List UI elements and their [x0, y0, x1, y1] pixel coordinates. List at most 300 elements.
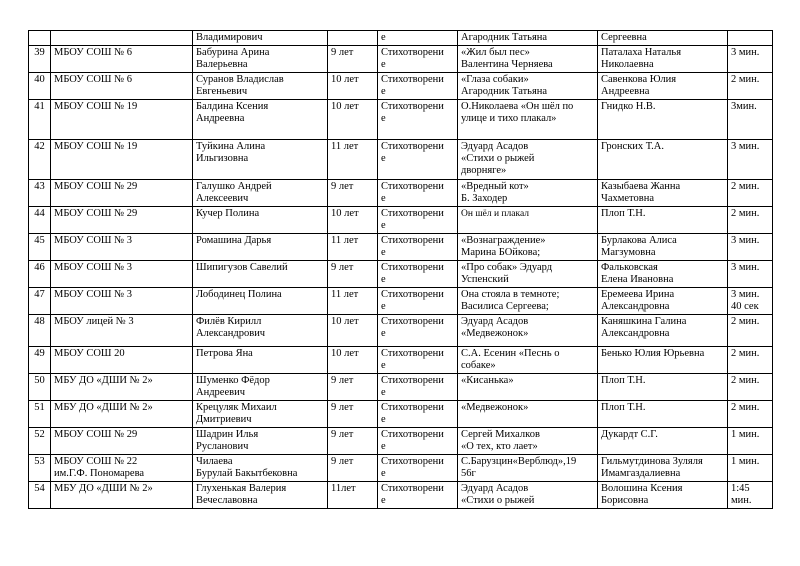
- cell-participant-name-line: Бабурина Арина: [196, 47, 270, 58]
- cell-genre: [378, 455, 458, 482]
- table-row: [29, 100, 773, 140]
- cell-work-line: Эдуард Асадов: [461, 483, 529, 494]
- cell-duration-line: 3 мин.: [731, 289, 760, 300]
- cell-participant-name-line: Андреевич: [196, 387, 245, 398]
- cell-genre-line: е: [381, 86, 386, 97]
- cell-participant-name: [193, 100, 328, 140]
- cell-teacher-line: Магзумовна: [601, 247, 656, 258]
- cell-age: 9 лет: [328, 261, 378, 288]
- cell-work: [458, 46, 598, 73]
- cell-duration-line: 40 сек: [731, 301, 759, 312]
- cell-duration: [728, 347, 773, 374]
- cell-work-line: С.А. Есенин «Песнь о: [461, 348, 560, 359]
- cell-genre-line: Стихотворени: [381, 456, 444, 467]
- cell-duration: [728, 31, 773, 46]
- cell-participant-name: [193, 261, 328, 288]
- cell-participant-name-line: Петрова Яна: [196, 348, 253, 359]
- cell-participant-name-line: Крецуляк Михаил: [196, 402, 277, 413]
- cell-work: [458, 234, 598, 261]
- cell-work-line: Он шёл и плакал: [461, 209, 529, 219]
- cell-work: [458, 261, 598, 288]
- cell-number: 46: [29, 261, 51, 288]
- table-row: [29, 31, 773, 46]
- cell-participant-name-line: Шадрин Илья: [196, 429, 259, 440]
- cell-teacher-line: Бенько Юлия Юрьевна: [601, 348, 705, 359]
- cell-duration: [728, 455, 773, 482]
- cell-duration: [728, 207, 773, 234]
- cell-participant-name-line: Туйкина Алина: [196, 141, 266, 152]
- cell-number: 45: [29, 234, 51, 261]
- cell-genre: [378, 482, 458, 509]
- cell-genre: [378, 374, 458, 401]
- cell-teacher: [598, 347, 728, 374]
- cell-genre: [378, 100, 458, 140]
- cell-duration: [728, 234, 773, 261]
- cell-work-line: Сергей Михалков: [461, 429, 540, 440]
- cell-number: 49: [29, 347, 51, 374]
- cell-participant-name-line: Евгеньевич: [196, 86, 248, 97]
- cell-teacher-line: Плоп Т.Н.: [601, 375, 646, 386]
- cell-teacher-line: Александровна: [601, 328, 670, 339]
- cell-work-line: Эдуард Асадов: [461, 316, 529, 327]
- table-row: [29, 347, 773, 374]
- cell-work-line: улице и тихо плакал»: [461, 113, 557, 124]
- cell-genre: [378, 234, 458, 261]
- cell-duration: [728, 482, 773, 509]
- cell-school: [51, 207, 193, 234]
- cell-teacher: [598, 374, 728, 401]
- cell-work-line: дворняге»: [461, 165, 507, 176]
- cell-school-line: МБУ ДО «ДШИ № 2»: [54, 402, 153, 413]
- cell-school-line: МБОУ СОШ № 6: [54, 74, 133, 85]
- table-row: [29, 261, 773, 288]
- cell-duration: [728, 401, 773, 428]
- cell-school: [51, 73, 193, 100]
- cell-age: 11 лет: [328, 140, 378, 180]
- cell-school-line: МБУ ДО «ДШИ № 2»: [54, 483, 153, 494]
- cell-teacher: [598, 482, 728, 509]
- cell-participant-name: [193, 46, 328, 73]
- cell-teacher: [598, 455, 728, 482]
- cell-participant-name-line: Русланович: [196, 441, 249, 452]
- cell-teacher-line: Бурлакова Алиса: [601, 235, 677, 246]
- cell-school-line: МБОУ СОШ № 29: [54, 429, 138, 440]
- cell-participant-name-line: Дмитриевич: [196, 414, 252, 425]
- cell-work: [458, 140, 598, 180]
- cell-number: 41: [29, 100, 51, 140]
- cell-work-line: С.Барузцин«Верблюд»,19: [461, 456, 577, 467]
- cell-participant-name: [193, 288, 328, 315]
- cell-duration-line: 2 мин.: [731, 316, 760, 327]
- cell-genre-line: е: [381, 468, 386, 479]
- cell-school: [51, 401, 193, 428]
- cell-teacher-line: Борисовна: [601, 495, 649, 506]
- cell-work: [458, 100, 598, 140]
- cell-school: [51, 46, 193, 73]
- cell-participant-name: [193, 315, 328, 347]
- cell-number: 51: [29, 401, 51, 428]
- cell-teacher: [598, 401, 728, 428]
- cell-work-line: «Жил был пес»: [461, 47, 530, 58]
- cell-work-line: Валентина Черняева: [461, 59, 553, 70]
- table-row: [29, 180, 773, 207]
- cell-work: [458, 31, 598, 46]
- cell-age: 9 лет: [328, 374, 378, 401]
- cell-teacher: [598, 31, 728, 46]
- cell-genre-line: Стихотворени: [381, 208, 444, 219]
- cell-participant-name-line: Вечеславовна: [196, 495, 258, 506]
- cell-school: [51, 140, 193, 180]
- cell-participant-name-line: Кучер Полина: [196, 208, 260, 219]
- cell-genre-line: е: [381, 153, 386, 164]
- cell-work-line: Агародник Татьяна: [461, 86, 548, 97]
- cell-duration: [728, 428, 773, 455]
- cell-genre-line: е: [381, 32, 386, 43]
- cell-school: [51, 315, 193, 347]
- cell-number: 48: [29, 315, 51, 347]
- cell-teacher-line: Елена Ивановна: [601, 274, 674, 285]
- cell-genre-line: Стихотворени: [381, 181, 444, 192]
- cell-work-line: «Медвежонок»: [461, 402, 529, 413]
- cell-teacher: [598, 315, 728, 347]
- cell-genre-line: Стихотворени: [381, 262, 444, 273]
- cell-school-line: МБОУ СОШ № 6: [54, 47, 133, 58]
- cell-number: 52: [29, 428, 51, 455]
- cell-genre: [378, 180, 458, 207]
- cell-teacher-line: Савенкова Юлия: [601, 74, 677, 85]
- cell-teacher-line: Николаевна: [601, 59, 654, 70]
- cell-participant-name: [193, 401, 328, 428]
- cell-participant-name-line: Шипигузов Савелий: [196, 262, 288, 273]
- cell-school-line: МБОУ СОШ № 3: [54, 262, 133, 273]
- cell-school: [51, 180, 193, 207]
- cell-participant-name-line: Балдина Ксения: [196, 101, 269, 112]
- cell-participant-name: [193, 140, 328, 180]
- cell-work-line: «Про собак» Эдуард: [461, 262, 553, 273]
- cell-participant-name: [193, 207, 328, 234]
- cell-participant-name-line: Глухенькая Валерия: [196, 483, 287, 494]
- participants-table: [28, 30, 773, 509]
- cell-work-line: «Стихи о рыжей: [461, 153, 535, 164]
- cell-work-line: Василиса Сергеева;: [461, 301, 549, 312]
- cell-work-line: Б. Заходер: [461, 193, 508, 204]
- cell-number: 47: [29, 288, 51, 315]
- cell-participant-name: [193, 73, 328, 100]
- cell-genre: [378, 288, 458, 315]
- cell-duration: [728, 140, 773, 180]
- cell-duration-line: 2 мин.: [731, 375, 760, 386]
- cell-genre-line: е: [381, 247, 386, 258]
- cell-work-line: Эдуард Асадов: [461, 141, 529, 152]
- cell-teacher-line: Гильмутдинова Зуляля: [601, 456, 703, 467]
- cell-school-line: МБОУ СОШ № 29: [54, 181, 138, 192]
- cell-teacher: [598, 288, 728, 315]
- cell-number: 40: [29, 73, 51, 100]
- cell-age: 11 лет: [328, 234, 378, 261]
- cell-teacher: [598, 207, 728, 234]
- cell-duration-line: 1:45: [731, 483, 750, 494]
- cell-school: [51, 288, 193, 315]
- cell-school-line: МБУ ДО «ДШИ № 2»: [54, 375, 153, 386]
- cell-participant-name-line: Ильгизовна: [196, 153, 249, 164]
- cell-work: [458, 401, 598, 428]
- cell-genre-line: е: [381, 360, 386, 371]
- cell-number: 39: [29, 46, 51, 73]
- cell-duration-line: 1 мин.: [731, 456, 760, 467]
- cell-genre-line: е: [381, 328, 386, 339]
- cell-genre: [378, 73, 458, 100]
- cell-teacher-line: Каняшкина Галина: [601, 316, 687, 327]
- cell-age: 10 лет: [328, 100, 378, 140]
- cell-age: 10 лет: [328, 207, 378, 234]
- cell-number: 43: [29, 180, 51, 207]
- cell-work-line: «Кисанька»: [461, 375, 514, 386]
- cell-age: 9 лет: [328, 428, 378, 455]
- cell-school-line: МБОУ СОШ № 19: [54, 101, 138, 112]
- cell-work-line: Агародник Татьяна: [461, 32, 548, 43]
- cell-participant-name-line: Андреевна: [196, 113, 245, 124]
- cell-genre-line: е: [381, 193, 386, 204]
- cell-participant-name-line: Галушко Андрей: [196, 181, 272, 192]
- cell-participant-name-line: Суранов Владислав: [196, 74, 284, 85]
- table-row: [29, 207, 773, 234]
- cell-number: 53: [29, 455, 51, 482]
- cell-work: [458, 428, 598, 455]
- cell-age: 9 лет: [328, 46, 378, 73]
- cell-school-line: МБОУ СОШ № 19: [54, 141, 138, 152]
- cell-work: [458, 207, 598, 234]
- cell-participant-name-line: Ромашина Дарья: [196, 235, 272, 246]
- cell-number: 44: [29, 207, 51, 234]
- cell-teacher: [598, 234, 728, 261]
- cell-age: 10 лет: [328, 73, 378, 100]
- cell-school: [51, 428, 193, 455]
- table-row: [29, 428, 773, 455]
- cell-age: [328, 31, 378, 46]
- cell-genre-line: е: [381, 414, 386, 425]
- cell-participant-name: [193, 180, 328, 207]
- cell-school: [51, 100, 193, 140]
- cell-genre-line: е: [381, 59, 386, 70]
- cell-teacher-line: Сергеевна: [601, 32, 647, 43]
- cell-school-line: МБОУ СОШ № 22: [54, 456, 138, 467]
- cell-work: [458, 288, 598, 315]
- table-body: [29, 31, 773, 509]
- cell-duration-line: 2 мин.: [731, 74, 760, 85]
- cell-participant-name: [193, 482, 328, 509]
- cell-participant-name-line: Алексеевич: [196, 193, 249, 204]
- cell-genre-line: е: [381, 220, 386, 231]
- cell-duration-line: 2 мин.: [731, 348, 760, 359]
- cell-school-line: им.Г.Ф. Пономарева: [54, 468, 145, 479]
- cell-genre-line: е: [381, 301, 386, 312]
- cell-work: [458, 374, 598, 401]
- cell-work-line: «О тех, кто лает»: [461, 441, 538, 452]
- table-row: [29, 455, 773, 482]
- cell-teacher-line: Гронских Т.А.: [601, 141, 664, 152]
- cell-work-line: «Стихи о рыжей: [461, 495, 535, 506]
- cell-genre-line: Стихотворени: [381, 141, 444, 152]
- cell-genre-line: е: [381, 274, 386, 285]
- cell-genre: [378, 207, 458, 234]
- cell-duration-line: 3 мин.: [731, 141, 760, 152]
- cell-duration-line: 3 мин.: [731, 262, 760, 273]
- cell-age: 9 лет: [328, 180, 378, 207]
- cell-school-line: МБОУ СОШ № 29: [54, 208, 138, 219]
- cell-age: 11лет: [328, 482, 378, 509]
- cell-genre: [378, 401, 458, 428]
- cell-age: 11 лет: [328, 288, 378, 315]
- cell-number: 50: [29, 374, 51, 401]
- cell-teacher-line: Андреевна: [601, 86, 650, 97]
- cell-genre-line: Стихотворени: [381, 235, 444, 246]
- cell-duration-line: 1 мин.: [731, 429, 760, 440]
- cell-participant-name-line: Филёв Кирилл: [196, 316, 262, 327]
- cell-duration: [728, 46, 773, 73]
- cell-genre: [378, 31, 458, 46]
- cell-participant-name-line: Владимирович: [196, 32, 263, 43]
- cell-genre: [378, 347, 458, 374]
- table-row: [29, 482, 773, 509]
- cell-genre-line: Стихотворени: [381, 47, 444, 58]
- cell-work: [458, 482, 598, 509]
- table-row: [29, 46, 773, 73]
- cell-teacher-line: Имамгаздалиевна: [601, 468, 681, 479]
- cell-participant-name-line: Чилаева: [196, 456, 233, 467]
- cell-genre: [378, 428, 458, 455]
- cell-number: 54: [29, 482, 51, 509]
- cell-school-line: МБОУ СОШ № 3: [54, 235, 133, 246]
- cell-duration-line: 3 мин.: [731, 235, 760, 246]
- cell-participant-name: [193, 234, 328, 261]
- cell-work-line: собаке»: [461, 360, 496, 371]
- cell-number: 42: [29, 140, 51, 180]
- cell-teacher-line: Плоп Т.Н.: [601, 402, 646, 413]
- cell-work-line: Марина БОйкова;: [461, 247, 541, 258]
- table-row: [29, 234, 773, 261]
- cell-genre-line: Стихотворени: [381, 402, 444, 413]
- cell-work-line: Успенский: [461, 274, 509, 285]
- cell-school: [51, 374, 193, 401]
- cell-age: 10 лет: [328, 315, 378, 347]
- cell-work-line: 56г: [461, 468, 476, 479]
- table-row: [29, 288, 773, 315]
- cell-work: [458, 180, 598, 207]
- cell-school: [51, 261, 193, 288]
- cell-work-line: Она стояла в темноте;: [461, 289, 560, 300]
- cell-participant-name-line: Александрович: [196, 328, 266, 339]
- cell-duration: [728, 100, 773, 140]
- cell-genre-line: е: [381, 441, 386, 452]
- cell-work-line: «Вознаграждение»: [461, 235, 546, 246]
- cell-participant-name-line: Лободинец Полина: [196, 289, 282, 300]
- cell-duration: [728, 374, 773, 401]
- cell-teacher-line: Плоп Т.Н.: [601, 208, 646, 219]
- cell-teacher-line: Чахметовна: [601, 193, 654, 204]
- cell-work-line: «Вредный кот»: [461, 181, 529, 192]
- cell-genre-line: Стихотворени: [381, 289, 444, 300]
- cell-teacher-line: Паталаха Наталья: [601, 47, 682, 58]
- cell-school: [51, 455, 193, 482]
- table-row: [29, 401, 773, 428]
- table-row: [29, 315, 773, 347]
- cell-teacher: [598, 73, 728, 100]
- cell-school-line: МБОУ СОШ 20: [54, 348, 125, 359]
- cell-work-line: «Глаза собаки»: [461, 74, 529, 85]
- cell-teacher: [598, 428, 728, 455]
- cell-school-line: МБОУ СОШ № 3: [54, 289, 133, 300]
- cell-teacher: [598, 140, 728, 180]
- cell-duration: [728, 261, 773, 288]
- cell-age: 10 лет: [328, 347, 378, 374]
- cell-duration-line: 3 мин.: [731, 47, 760, 58]
- cell-teacher-line: Фальковская: [601, 262, 658, 273]
- cell-genre-line: Стихотворени: [381, 483, 444, 494]
- cell-school: [51, 482, 193, 509]
- cell-participant-name: [193, 347, 328, 374]
- cell-genre-line: Стихотворени: [381, 429, 444, 440]
- cell-teacher-line: Гнидко Н.В.: [601, 101, 656, 112]
- cell-age: 9 лет: [328, 455, 378, 482]
- cell-age: 9 лет: [328, 401, 378, 428]
- cell-school: [51, 31, 193, 46]
- cell-participant-name: [193, 374, 328, 401]
- cell-work: [458, 347, 598, 374]
- cell-school-line: МБОУ лицей № 3: [54, 316, 134, 327]
- cell-duration: [728, 315, 773, 347]
- cell-teacher: [598, 261, 728, 288]
- cell-teacher-line: Казыбаева Жанна: [601, 181, 681, 192]
- cell-number: [29, 31, 51, 46]
- cell-genre-line: е: [381, 495, 386, 506]
- cell-genre: [378, 261, 458, 288]
- cell-genre: [378, 315, 458, 347]
- cell-teacher: [598, 100, 728, 140]
- cell-participant-name-line: Бурулай Бакытбековна: [196, 468, 298, 479]
- cell-duration-line: 2 мин.: [731, 181, 760, 192]
- table-row: [29, 374, 773, 401]
- cell-teacher: [598, 46, 728, 73]
- cell-teacher-line: Волошина Ксения: [601, 483, 683, 494]
- cell-work: [458, 315, 598, 347]
- cell-work: [458, 455, 598, 482]
- cell-genre-line: Стихотворени: [381, 348, 444, 359]
- cell-teacher-line: Дукардт С.Г.: [601, 429, 658, 440]
- cell-participant-name-line: Шуменко Фёдор: [196, 375, 270, 386]
- cell-genre-line: Стихотворени: [381, 101, 444, 112]
- cell-genre-line: Стихотворени: [381, 375, 444, 386]
- cell-genre: [378, 46, 458, 73]
- cell-duration-line: 2 мин.: [731, 402, 760, 413]
- cell-participant-name: [193, 428, 328, 455]
- cell-work-line: О.Николаева «Он шёл по: [461, 101, 574, 112]
- cell-genre-line: Стихотворени: [381, 316, 444, 327]
- cell-teacher-line: Еремеева Ирина: [601, 289, 675, 300]
- table-row: [29, 73, 773, 100]
- cell-school: [51, 234, 193, 261]
- cell-teacher-line: Александровна: [601, 301, 670, 312]
- cell-participant-name-line: Валерьевна: [196, 59, 248, 70]
- cell-duration-line: 3мин.: [731, 101, 757, 112]
- cell-genre-line: е: [381, 387, 386, 398]
- cell-school: [51, 347, 193, 374]
- cell-duration-line: 2 мин.: [731, 208, 760, 219]
- cell-genre-line: Стихотворени: [381, 74, 444, 85]
- cell-genre-line: е: [381, 113, 386, 124]
- cell-duration: [728, 288, 773, 315]
- cell-teacher: [598, 180, 728, 207]
- cell-duration: [728, 180, 773, 207]
